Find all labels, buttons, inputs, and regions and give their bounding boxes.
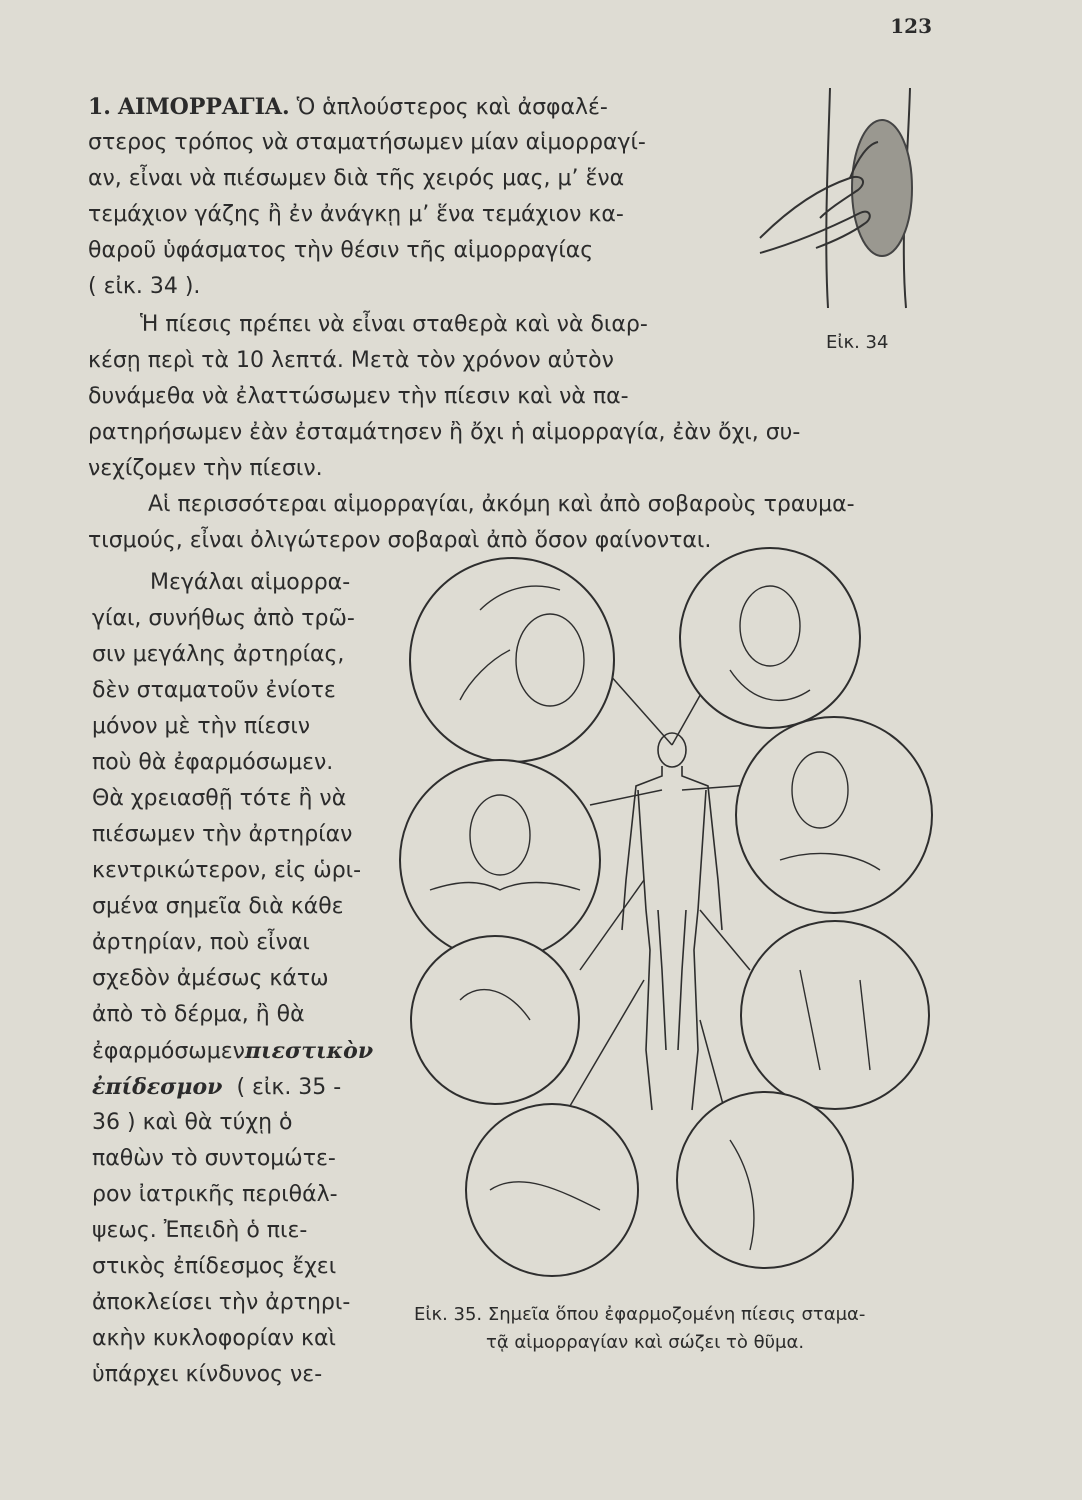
paragraph-line: σμένα σημεῖα διὰ κάθε <box>92 894 344 919</box>
paragraph-line: ψεως. Ἐπειδὴ ὁ πιε- <box>92 1218 308 1243</box>
paragraph-line: ποὺ θὰ ἐφαρμόσωμεν. <box>92 750 334 775</box>
figure-35-caption-line-2: τᾷ αἱμορραγίαν καὶ σώζει τὸ θῦμα. <box>486 1332 805 1353</box>
paragraph-line: μόνον μὲ τὴν πίεσιν <box>92 714 311 739</box>
paragraph-line <box>92 1072 341 1103</box>
paragraph-line: ἀποκλείσει τὴν ἀρτηρι- <box>92 1290 351 1315</box>
paragraph-line: Μεγάλαι αἱμορρα- <box>150 570 351 595</box>
paragraph-line: στικὸς ἐπίδεσμος ἔχει <box>92 1254 337 1279</box>
paragraph-line: τεμάχιον γάζης ἢ ἐν ἀνάγκῃ μ’ ἕνα τεμάχιον κα- <box>88 202 624 227</box>
paragraph-line: κεντρικώτερον, εἰς ὡρι- <box>92 858 362 883</box>
emphasized-term: πιεστικὸν <box>244 1038 374 1064</box>
paragraph-line: ἀρτηρίαν, ποὺ εἶναι <box>92 930 310 955</box>
paragraph-line: ( εἰκ. 34 ). <box>88 274 201 299</box>
section-number: 1. <box>88 94 111 120</box>
pressure-point-upper-arm <box>411 936 579 1104</box>
paragraph-line: θαροῦ ὑφάσματος τὴν θέσιν τῆς αἱμορραγίας <box>88 238 594 263</box>
paragraph-line: νεχίζομεν τὴν πίεσιν. <box>88 456 323 481</box>
figure-34-caption: Εἰκ. 34 <box>826 332 889 353</box>
arm-outline <box>826 88 830 308</box>
figure-35-caption-line-1: Εἰκ. 35. Σημεῖα ὅπου ἐφαρμοζομένη πίεσις σταμα- <box>414 1304 866 1325</box>
paragraph-line: κέσῃ περὶ τὰ 10 λεπτά. Μετὰ τὸν χρόνον αὐτὸν <box>88 348 614 373</box>
paragraph-line: ρον ἰατρικῆς περιθάλ- <box>92 1182 338 1207</box>
paragraph-line: γίαι, συνήθως ἀπὸ τρῶ- <box>92 606 355 631</box>
hand-outline <box>760 212 870 253</box>
paragraph-line: τισμούς, εἶναι ὀλιγώτερον σοβαραὶ ἀπὸ ὅσον φαίνονται. <box>88 528 712 553</box>
paragraph-line: ρατηρήσωμεν ἐὰν ἐσταμάτησεν ἢ ὄχι ἡ αἱμορραγία, ἐὰν ὄχι, συ- <box>88 420 801 445</box>
hand-outline <box>760 177 863 238</box>
paragraph-line: πιέσωμεν τὴν ἀρτηρίαν <box>92 822 353 847</box>
paragraph-line: Θὰ χρειασθῇ τότε ἢ νὰ <box>92 786 347 811</box>
paragraph-line: 36 ) καὶ θὰ τύχῃ ὁ <box>92 1110 293 1135</box>
paragraph-line: ἀπὸ τὸ δέρμα, ἢ θὰ <box>92 1002 305 1027</box>
paragraph-line: στερος τρόπος νὰ σταματήσωμεν μίαν αἱμορραγί- <box>88 130 646 155</box>
page-number: 123 <box>890 14 932 38</box>
pressure-point-jaw <box>680 548 860 728</box>
human-figure <box>622 733 722 1110</box>
paragraph-text: ( εἰκ. 35 - <box>236 1075 342 1100</box>
figure-35-illustration <box>400 550 960 1320</box>
emphasized-term: ἐπίδεσμον <box>92 1074 223 1100</box>
paragraph-line: Αἱ περισσότεραι αἱμορραγίαι, ἀκόμη καὶ ἀπὸ σοβαροὺς τραυμα- <box>148 492 855 517</box>
paragraph-line: ὑπάρχει κίνδυνος νε- <box>92 1362 323 1387</box>
paragraph-text: ἐφαρμόσωμεν <box>92 1039 245 1064</box>
paragraph-line <box>92 1036 373 1067</box>
paragraph-line: δὲν σταματοῦν ἐνίοτε <box>92 678 336 703</box>
section-heading: ΑΙΜΟΡΡΑΓΙΑ. <box>117 94 290 120</box>
paragraph-text: Ὁ ἁπλούστερος καὶ ἀσφαλέ- <box>296 95 608 120</box>
paragraph-line: παθὼν τὸ συντομώτε- <box>92 1146 336 1171</box>
figure-34-illustration <box>750 78 930 318</box>
section-heading-line <box>88 92 608 123</box>
paragraph-line: σιν μεγάλης ἀρτηρίας, <box>92 642 345 667</box>
pressure-point-collarbone <box>400 760 600 960</box>
pressure-point-groin <box>741 921 929 1109</box>
paragraph-line: αν, εἶναι νὰ πιέσωμεν διὰ τῆς χειρός μας, μ’ ἕνα <box>88 166 625 191</box>
paragraph-line: δυνάμεθα νὰ ἐλαττώσωμεν τὴν πίεσιν καὶ νὰ πα- <box>88 384 629 409</box>
pressure-point-elbow <box>466 1104 638 1276</box>
pressure-point-neck <box>736 717 932 913</box>
paragraph-line: ακὴν κυκλοφορίαν καὶ <box>92 1326 336 1351</box>
paragraph-line: Ἡ πίεσις πρέπει νὰ εἶναι σταθερὰ καὶ νὰ διαρ- <box>140 312 648 337</box>
paragraph-line: σχεδὸν ἀμέσως κάτω <box>92 966 329 991</box>
pressure-point-thigh <box>677 1092 853 1268</box>
